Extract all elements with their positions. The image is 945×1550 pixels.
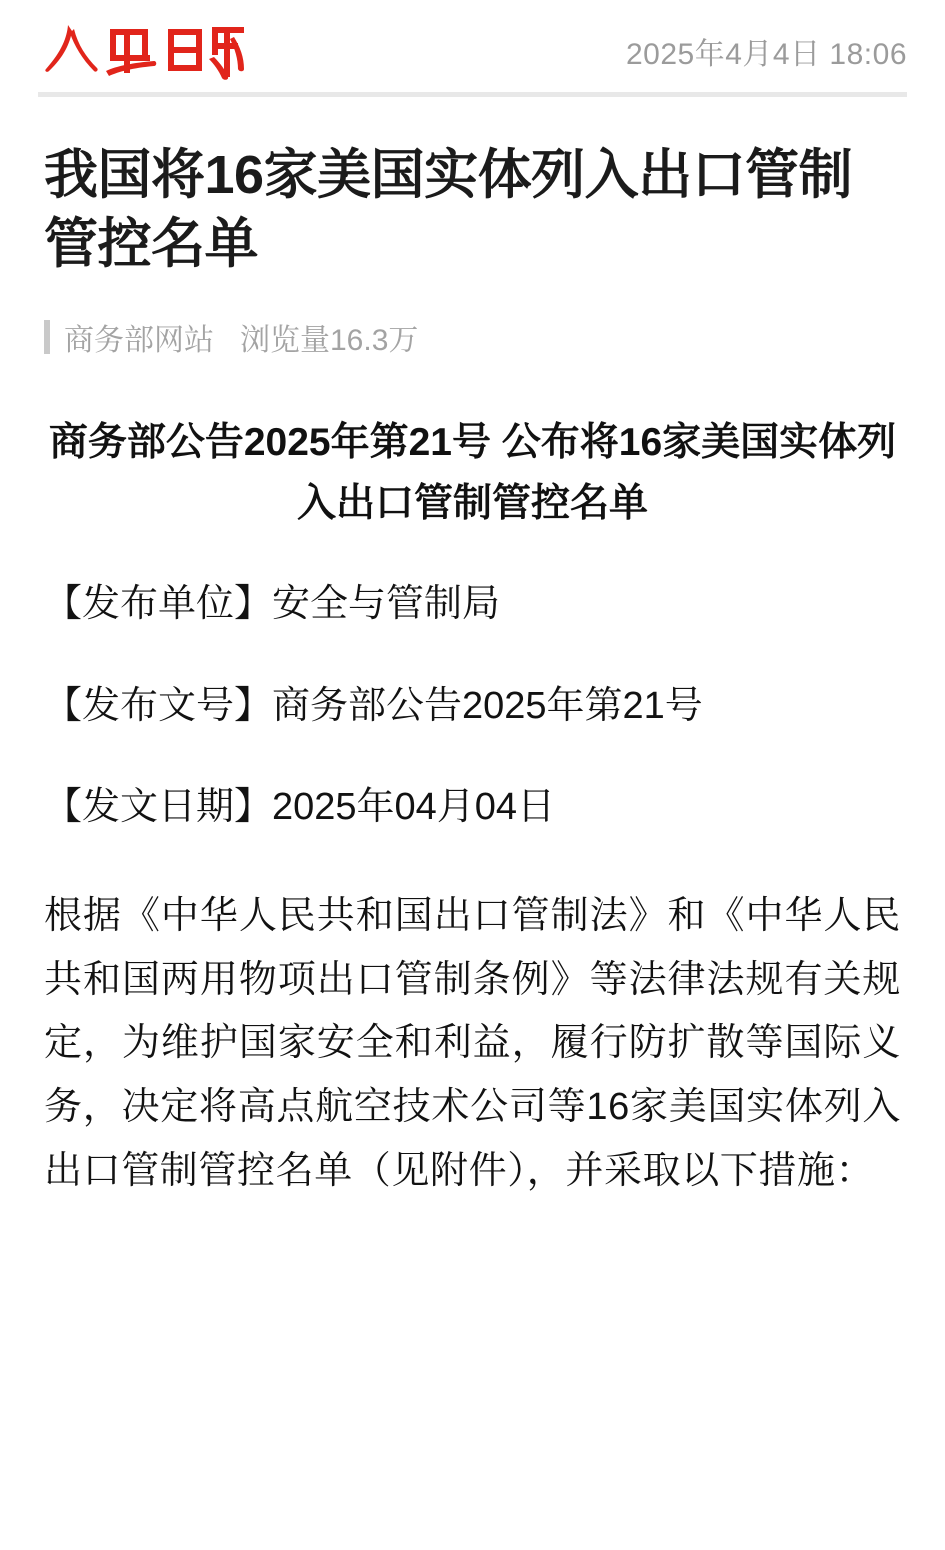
field-issue-date: 【发文日期】2025年04月04日 <box>44 786 556 829</box>
article-meta <box>44 315 901 359</box>
article-body <box>0 413 945 1204</box>
field-document-number: 【发布文号】商务部公告2025年第21号 <box>44 684 703 727</box>
body-paragraph-1: 根据《中华人民共和国出口管制法》和《中华人民共和国两用物项出口管制条例》等法律法规有关规定，为维护国家安全和利益，履行防扩散等国际义务，决定将高点航空技术公司等16家美国实体列入出口管制管控名单（见附件），并采取以下措施： <box>44 894 901 1193</box>
document-heading: 商务部公告2025年第21号 公布将16家美国实体列入出口管制管控名单 <box>48 421 897 525</box>
field-issuing-unit: 【发布单位】安全与管制局 <box>44 583 501 626</box>
article-source[interactable]: 商务部网站 <box>64 324 214 358</box>
logo-icon <box>38 21 246 81</box>
article-view-count: 浏览量16.3万 <box>240 324 419 358</box>
article-timestamp: 2025年4月4日 18:06 <box>625 38 907 71</box>
page-title: 我国将16家美国实体列入出口管制管控名单 <box>44 145 853 275</box>
header-divider <box>38 92 907 97</box>
article-header <box>0 141 945 359</box>
page-header <box>0 0 945 92</box>
meta-accent-bar <box>44 320 50 354</box>
renmin-ribao-logo[interactable] <box>38 21 246 81</box>
